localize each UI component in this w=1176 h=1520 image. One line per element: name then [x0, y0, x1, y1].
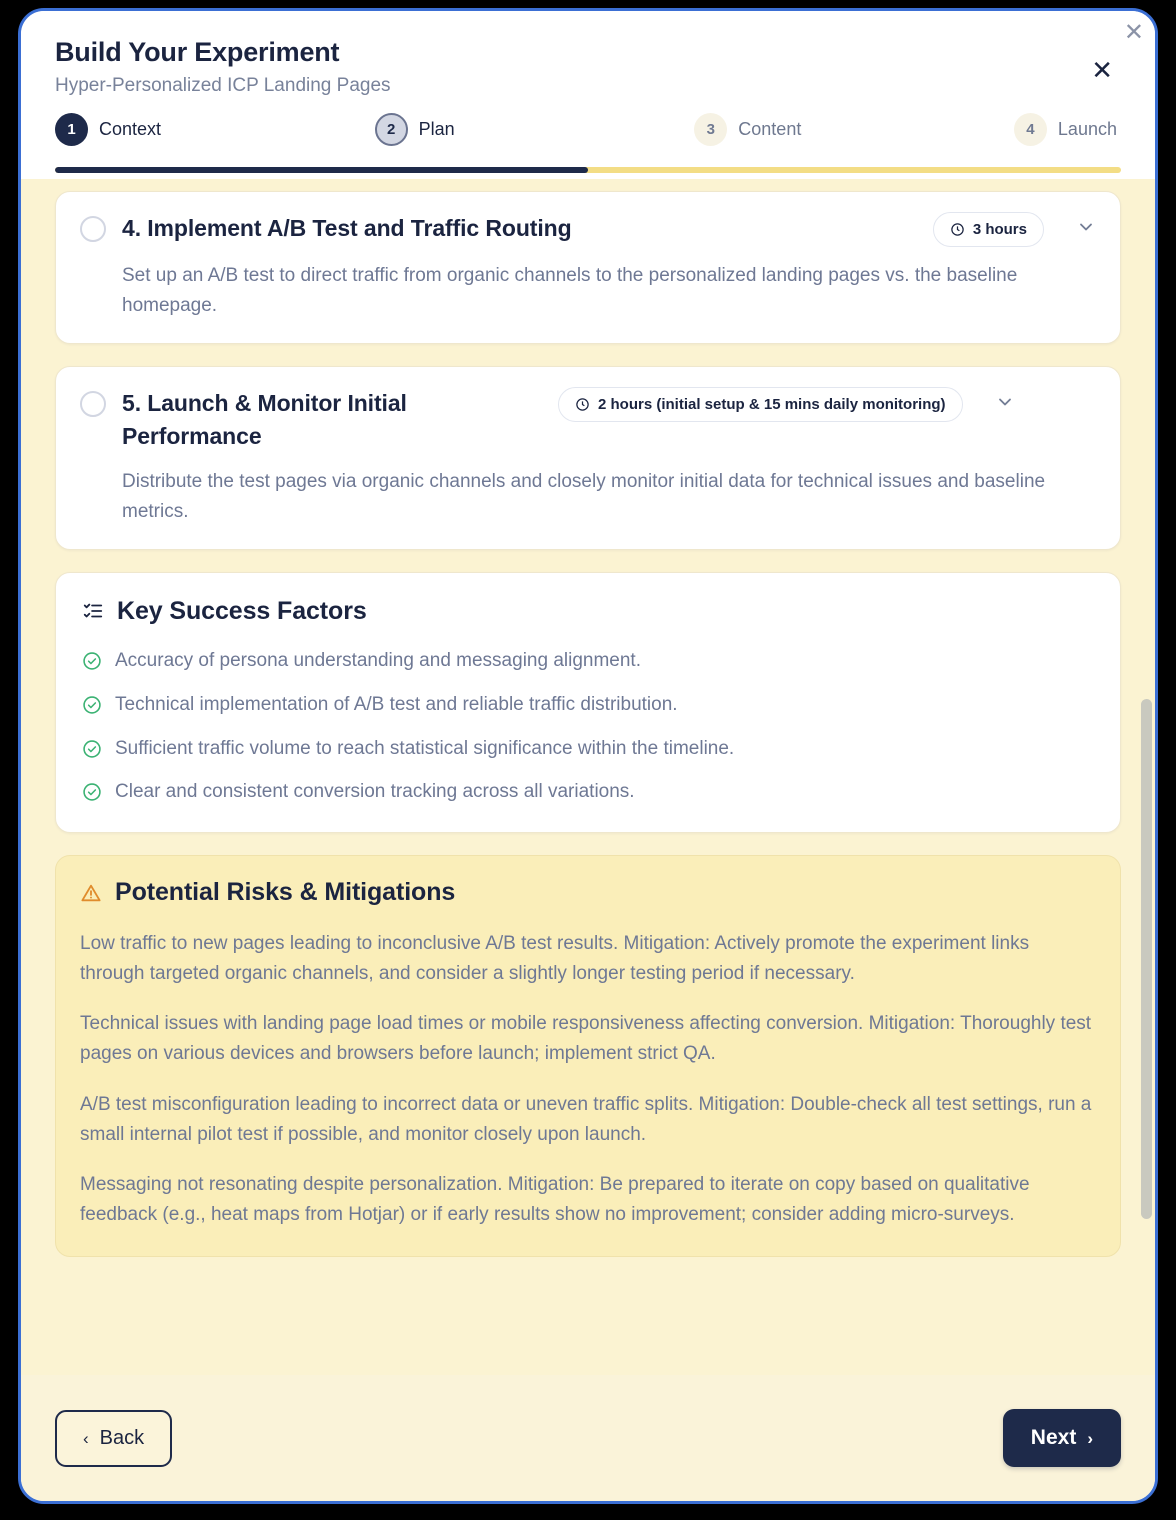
task-header	[80, 212, 1096, 247]
page-subtitle: Hyper-Personalized ICP Landing Pages	[55, 75, 391, 96]
task-description: Distribute the test pages via organic channels and closely monitor initial data for technical issues and baseline metrics.	[122, 470, 1046, 522]
list-item	[82, 692, 1094, 719]
progress-track	[55, 167, 1121, 173]
step-label: Plan	[418, 119, 455, 139]
task-duration-text: 3 hours	[972, 221, 1027, 238]
task-header	[80, 387, 1096, 452]
vertical-scrollbar-thumb[interactable]	[1141, 699, 1152, 1219]
list-item	[82, 779, 1094, 806]
task-duration-badge[interactable]	[933, 212, 1044, 247]
task-description: Set up an A/B test to direct traffic from organic channels to the personalized landing pages vs. the baseline homepage.	[122, 265, 1018, 317]
close-icon[interactable]: ✕	[1091, 55, 1113, 85]
check-circle-icon	[82, 651, 102, 671]
step-context[interactable]	[55, 113, 375, 146]
alert-triangle-icon	[80, 882, 102, 904]
check-circle-icon	[82, 695, 102, 715]
chevron-left-icon: ‹	[83, 1428, 89, 1448]
check-circle-icon	[82, 739, 102, 759]
key-success-factors-card	[55, 572, 1121, 834]
step-number: 1	[55, 113, 88, 146]
task-card[interactable]	[55, 191, 1121, 344]
close-icon-outer[interactable]: ✕	[1123, 19, 1144, 46]
step-label: Launch	[1057, 119, 1117, 139]
section-header	[80, 878, 1096, 907]
step-number: 4	[1014, 113, 1047, 146]
risk-paragraph: Technical issues with landing page load times or mobile responsiveness affecting conversion. Mitigation: Thoroughly test pages on various devices and browsers before launch; implement strict QA.	[80, 1013, 1092, 1065]
task-title: 5. Launch & Monitor Initial Performance	[122, 390, 407, 449]
section-header	[82, 597, 1094, 626]
next-button-label: Next	[1030, 1426, 1077, 1449]
list-item	[82, 736, 1094, 763]
list-checks-icon	[82, 600, 104, 622]
potential-risks-card	[55, 855, 1121, 1256]
step-label: Content	[738, 119, 802, 139]
list-item-label: Accuracy of persona understanding and messaging alignment.	[115, 649, 641, 671]
progress-fill	[55, 167, 588, 173]
stepper	[55, 113, 1121, 146]
section-title: Potential Risks & Mitigations	[115, 878, 456, 907]
chevron-down-icon[interactable]	[995, 392, 1015, 417]
risk-paragraph: A/B test misconfiguration leading to incorrect data or uneven traffic splits. Mitigation: Double-check all test settings, run a small internal pilot test if possible, and monitor closely upon launch.	[80, 1093, 1092, 1145]
task-card[interactable]	[55, 366, 1121, 549]
risk-paragraph: Low traffic to new pages leading to inconclusive A/B test results. Mitigation: Actively promote the experiment links through targeted organic channels, and consider a slightly longer testing period if necessary.	[80, 933, 1030, 985]
section-title: Key Success Factors	[117, 596, 367, 625]
list-item	[82, 648, 1094, 675]
page-title: Build Your Experiment	[55, 37, 340, 67]
step-content[interactable]	[694, 113, 1014, 146]
clock-icon	[950, 222, 965, 237]
list-item-label: Sufficient traffic volume to reach statistical significance within the timeline.	[115, 737, 735, 759]
task-checkbox[interactable]	[80, 391, 106, 417]
risk-paragraph: Messaging not resonating despite personalization. Mitigation: Be prepared to iterate on copy based on qualitative feedback (e.g., heat maps from Hotjar) or if early results show no improvement; consider adding micro-surveys.	[80, 1173, 1030, 1225]
task-checkbox[interactable]	[80, 216, 106, 242]
list-item-label: Clear and consistent conversion tracking across all variations.	[115, 781, 635, 803]
clock-icon	[575, 397, 590, 412]
modal-header	[21, 11, 1155, 179]
chevron-down-icon[interactable]	[1076, 217, 1096, 242]
chevron-right-icon: ›	[1087, 1428, 1093, 1448]
modal-body-scroll-area[interactable]	[21, 179, 1155, 1375]
modal-footer	[21, 1375, 1155, 1501]
check-circle-icon	[82, 782, 102, 802]
step-plan[interactable]	[375, 113, 695, 146]
task-duration-badge[interactable]	[558, 387, 963, 422]
task-duration-text: 2 hours (initial setup & 15 mins daily monitoring)	[598, 396, 946, 414]
task-title: 4. Implement A/B Test and Traffic Routing	[122, 215, 572, 241]
step-number: 2	[375, 113, 408, 146]
step-label: Context	[99, 119, 162, 139]
next-button[interactable]	[1003, 1409, 1121, 1467]
vertical-scrollbar-track[interactable]	[1140, 179, 1153, 1375]
back-button[interactable]	[55, 1410, 172, 1467]
step-number: 3	[694, 113, 727, 146]
experiment-builder-modal	[18, 8, 1158, 1504]
back-button-label: Back	[99, 1426, 145, 1449]
step-launch[interactable]	[1014, 113, 1117, 146]
list-item-label: Technical implementation of A/B test and reliable traffic distribution.	[115, 693, 678, 715]
